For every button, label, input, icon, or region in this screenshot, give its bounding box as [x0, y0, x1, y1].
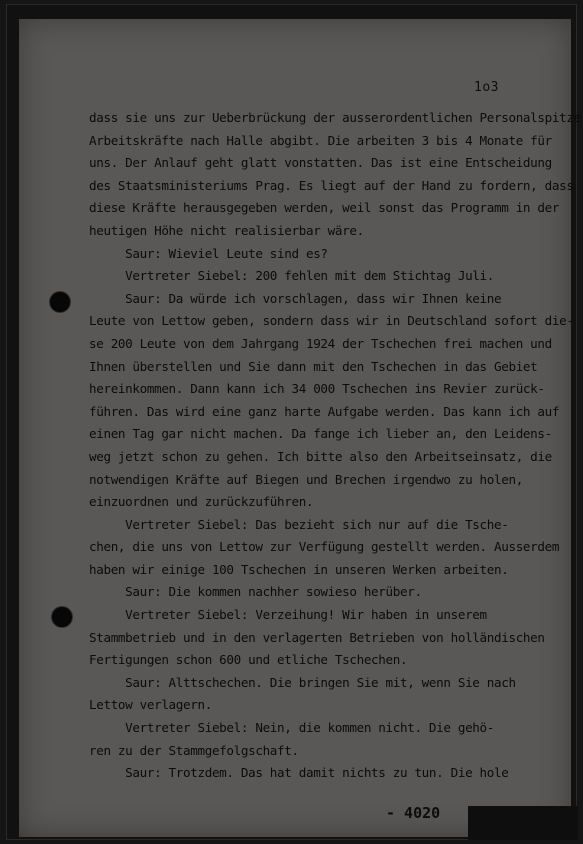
page-number: 1o3	[474, 80, 499, 95]
text-line: Leute von Lettow geben, sondern dass wir in Deutschland sofort die-	[89, 313, 574, 329]
text-line: hereinkommen. Dann kann ich 34 000 Tschechen ins Revier zurück-	[89, 381, 545, 397]
text-line: Saur: Wieviel Leute sind es?	[89, 245, 328, 261]
text-line: se 200 Leute von dem Jahrgang 1924 der Tschechen frei machen und	[89, 335, 552, 351]
text-line: weg jetzt schon zu gehen. Ich bitte also den Arbeitseinsatz, die	[89, 448, 552, 464]
text-line: Vertreter Siebel: Das bezieht sich nur auf die Tsche-	[89, 516, 509, 532]
text-line: einen Tag gar nicht machen. Da fange ich lieber an, den Leidens-	[89, 426, 552, 442]
text-line: führen. Das wird eine ganz harte Aufgabe werden. Das kann ich auf	[89, 403, 560, 419]
text-line: Vertreter Siebel: Nein, die kommen nicht. Die gehö-	[89, 720, 494, 736]
text-line: Stammbetrieb und in den verlagerten Betrieben von holländischen	[89, 629, 545, 645]
text-line: des Staatsministeriums Prag. Es liegt auf der Hand zu fordern, dass	[89, 177, 574, 193]
text-line: Arbeitskräfte nach Halle abgibt. Die arbeiten 3 bis 4 Monate für	[89, 132, 552, 148]
text-line: Vertreter Siebel: Verzeihung! Wir haben in unserem	[89, 607, 487, 623]
background-edge	[468, 806, 578, 840]
text-line: einzuordnen und zurückzuführen.	[89, 494, 314, 510]
archive-number: - 4020	[386, 804, 441, 822]
text-line: Saur: Die kommen nachher sowieso herüber.	[89, 584, 422, 600]
text-line: haben wir einige 100 Tschechen in unseren Werken arbeiten.	[89, 561, 509, 577]
text-line: Lettow verlagern.	[89, 697, 212, 713]
text-line: dass sie uns zur Ueberbrückung der ausserordentlichen Personalspitze	[89, 110, 581, 125]
punch-hole-top	[49, 291, 71, 313]
text-line: Ihnen überstellen und Sie dann mit den Tschechen in das Gebiet	[89, 358, 538, 374]
text-line: Fertigungen schon 600 und etliche Tschechen.	[89, 652, 408, 668]
text-line: heutigen Höhe nicht realisierbar wäre.	[89, 222, 364, 238]
text-line: ren zu der Stammgefolgschaft.	[89, 742, 299, 758]
text-line: notwendigen Kräfte auf Biegen und Brechen irgendwo zu holen,	[89, 471, 523, 487]
typewritten-text	[89, 107, 581, 785]
text-line: diese Kräfte herausgegeben werden, weil sonst das Programm in der	[89, 200, 560, 216]
text-line: Saur: Alttschechen. Die bringen Sie mit, wenn Sie nach	[89, 674, 516, 690]
punch-hole-bottom	[51, 606, 73, 628]
text-line: Saur: Trotzdem. Das hat damit nichts zu tun. Die hole	[89, 765, 509, 781]
text-line: Vertreter Siebel: 200 fehlen mit dem Stichtag Juli.	[89, 268, 494, 284]
text-line: uns. Der Anlauf geht glatt vonstatten. Das ist eine Entscheidung	[89, 155, 552, 171]
text-line: chen, die uns von Lettow zur Verfügung gestellt werden. Ausserdem	[89, 539, 560, 555]
text-line: Saur: Da würde ich vorschlagen, dass wir Ihnen keine	[89, 290, 502, 306]
